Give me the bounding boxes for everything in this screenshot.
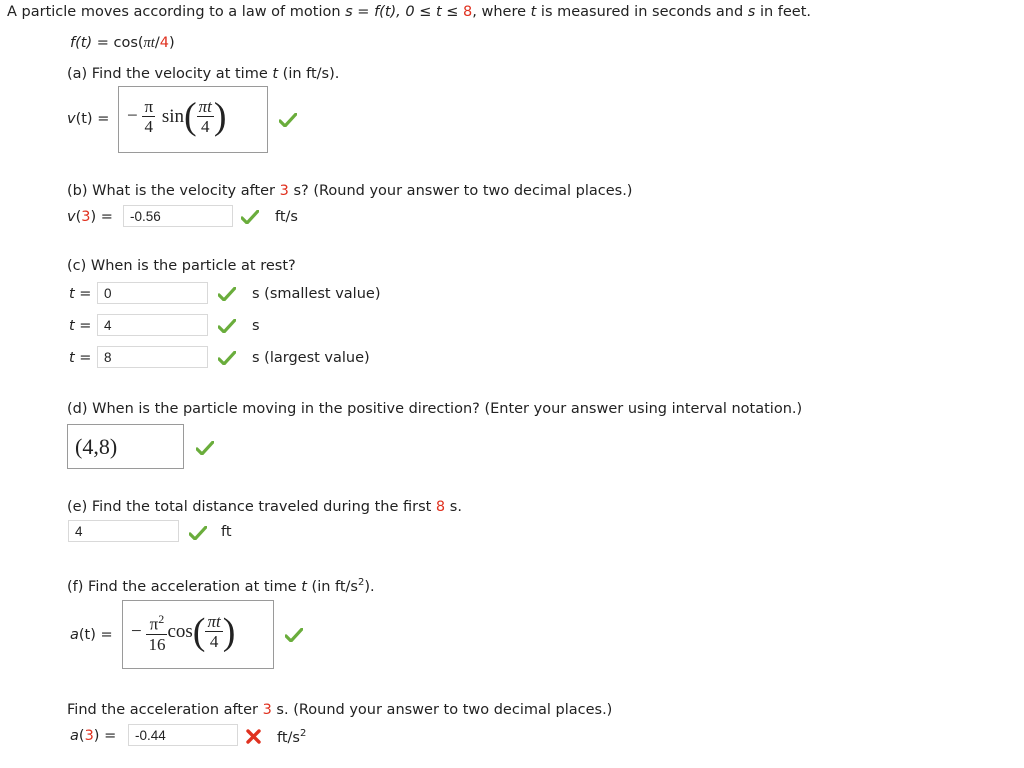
intro-var-t: t [530, 4, 537, 20]
ft-eq: = cos( [92, 35, 144, 51]
part-d-prompt: (d) When is the particle moving in the positive direction? (Enter your answer using interval notation.) [67, 401, 803, 417]
coef-denominator: 4 [144, 117, 154, 136]
right-paren: ) [222, 610, 236, 653]
ft-label: f(t) [70, 35, 93, 51]
interval-answer: (4,8) [75, 434, 118, 459]
rest-row-1-label [69, 286, 91, 302]
rest-row-3-unit: s (largest value) [252, 350, 370, 366]
part-b-prompt [67, 183, 632, 199]
velocity-expression [127, 97, 227, 136]
total-distance-input[interactable]: 4 [68, 520, 179, 542]
part-e-number: 8 [435, 499, 446, 515]
part-f-var-t: t [301, 578, 307, 595]
label-eq: = [74, 286, 92, 302]
coef-denominator: 16 [148, 634, 166, 654]
unit-base: ft/s [277, 729, 300, 746]
part-b-text-2: s? (Round your answer to two decimal places.) [288, 183, 633, 199]
label-v3: v [67, 209, 76, 225]
left-paren: ( [192, 610, 206, 653]
positive-direction-answer-box[interactable] [67, 424, 184, 469]
coef-numerator-exponent: 2 [158, 612, 165, 626]
check-icon [218, 319, 236, 333]
check-icon [196, 441, 214, 455]
rest-row-1-unit: s (smallest value) [252, 286, 381, 302]
part-a-var-t: t [272, 66, 279, 82]
part-g-unit [277, 728, 306, 746]
part-g-number: 3 [262, 702, 272, 718]
label-paren-open: ( [75, 209, 82, 225]
arg-denominator: 4 [209, 632, 219, 652]
arg-numerator: πt [198, 97, 212, 116]
part-a-text: (a) Find the velocity at time [67, 66, 273, 82]
check-icon [241, 210, 259, 224]
label-rest: (t) = [78, 627, 113, 643]
intro-text-3: is measured in seconds and [536, 4, 748, 20]
rest-time-1-input[interactable]: 0 [97, 282, 208, 304]
check-icon [218, 351, 236, 365]
label-paren-close: ) = [93, 728, 117, 744]
part-g-text: Find the acceleration after [67, 702, 263, 718]
rest-row-2-label [69, 318, 91, 334]
arg-denominator: 4 [201, 117, 210, 136]
function-definition [70, 35, 175, 52]
label-t: t [69, 286, 75, 302]
coefficient-fraction [142, 97, 155, 136]
rest-time-2-input[interactable]: 4 [97, 314, 208, 336]
arg-numerator: πt [207, 612, 221, 632]
left-paren: ( [184, 95, 197, 138]
ft-close: ) [168, 35, 175, 51]
cos-function: cos [167, 620, 193, 642]
minus-sign: − [127, 105, 138, 127]
part-e-prompt [67, 499, 462, 515]
argument-fraction [197, 97, 214, 136]
part-e-text: (e) Find the total distance traveled during the first [67, 499, 436, 515]
label-number: 3 [81, 209, 91, 225]
velocity-at-3-input[interactable]: -0.56 [123, 205, 233, 227]
part-f-text: (f) Find the acceleration at time [67, 578, 302, 595]
part-f-text-2: (in ft/s [306, 578, 358, 595]
check-icon [285, 628, 303, 642]
check-icon [279, 113, 297, 127]
intro-text-2: , where [472, 4, 531, 20]
sin-function: sin [161, 105, 184, 127]
unit-exponent: 2 [299, 728, 307, 739]
part-f-text-3: ). [364, 578, 375, 595]
acceleration-expression [131, 610, 235, 654]
part-b-unit: ft/s [275, 209, 298, 225]
part-g-prompt [67, 702, 612, 718]
label-eq: = [74, 318, 92, 334]
intro-equation: s = f(t), 0 ≤ t ≤ [345, 4, 464, 20]
intro-text: A particle moves according to a law of motion [7, 4, 346, 20]
problem-statement [7, 4, 811, 20]
coef-numerator-base: π [149, 614, 159, 634]
label-t: t [69, 318, 75, 334]
part-b-number: 3 [279, 183, 289, 199]
rest-time-3-input[interactable]: 8 [97, 346, 208, 368]
argument-fraction [205, 612, 222, 651]
part-e-text-2: s. [445, 499, 462, 515]
acceleration-answer-box[interactable] [122, 600, 274, 669]
part-b-label [67, 209, 113, 225]
ft-slash: / [154, 35, 160, 51]
velocity-answer-box[interactable] [118, 86, 268, 153]
check-icon [189, 526, 207, 540]
label-paren-close: ) = [90, 209, 113, 225]
minus-sign: − [131, 620, 142, 642]
label-eq: = [74, 350, 92, 366]
part-a-prompt [67, 66, 339, 82]
part-e-unit: ft [221, 524, 232, 540]
intro-upper-bound: 8 [463, 4, 473, 20]
part-f-sup: 2 [358, 577, 365, 588]
ft-pi-t: πt [143, 35, 155, 51]
rest-row-3-label [69, 350, 91, 366]
label-paren-open: ( [78, 728, 85, 744]
part-a-label [67, 111, 109, 127]
acceleration-at-3-input[interactable]: -0.44 [128, 724, 238, 746]
cross-icon [246, 729, 261, 744]
part-b-text: (b) What is the velocity after [67, 183, 280, 199]
coef-numerator: π [144, 97, 154, 116]
part-f-label [70, 627, 113, 643]
right-paren: ) [213, 95, 227, 138]
label-a: a [70, 627, 79, 643]
intro-var-s: s [747, 4, 756, 20]
coef-numerator [146, 610, 167, 635]
label-t: t [69, 350, 75, 366]
rest-row-2-unit: s [252, 318, 260, 334]
label-number: 3 [84, 728, 94, 744]
intro-text-4: in feet. [755, 4, 812, 20]
label-v: v [67, 111, 76, 127]
part-g-label [70, 728, 116, 744]
ft-denominator: 4 [159, 35, 169, 51]
part-c-prompt: (c) When is the particle at rest? [67, 258, 296, 274]
label-rest: (t) = [75, 111, 110, 127]
part-a-text-2: (in ft/s). [278, 66, 340, 82]
part-f-prompt [67, 577, 375, 595]
check-icon [218, 287, 236, 301]
label-a3: a [70, 728, 79, 744]
coefficient-fraction [146, 610, 167, 654]
part-g-text-2: s. (Round your answer to two decimal places.) [271, 702, 613, 718]
